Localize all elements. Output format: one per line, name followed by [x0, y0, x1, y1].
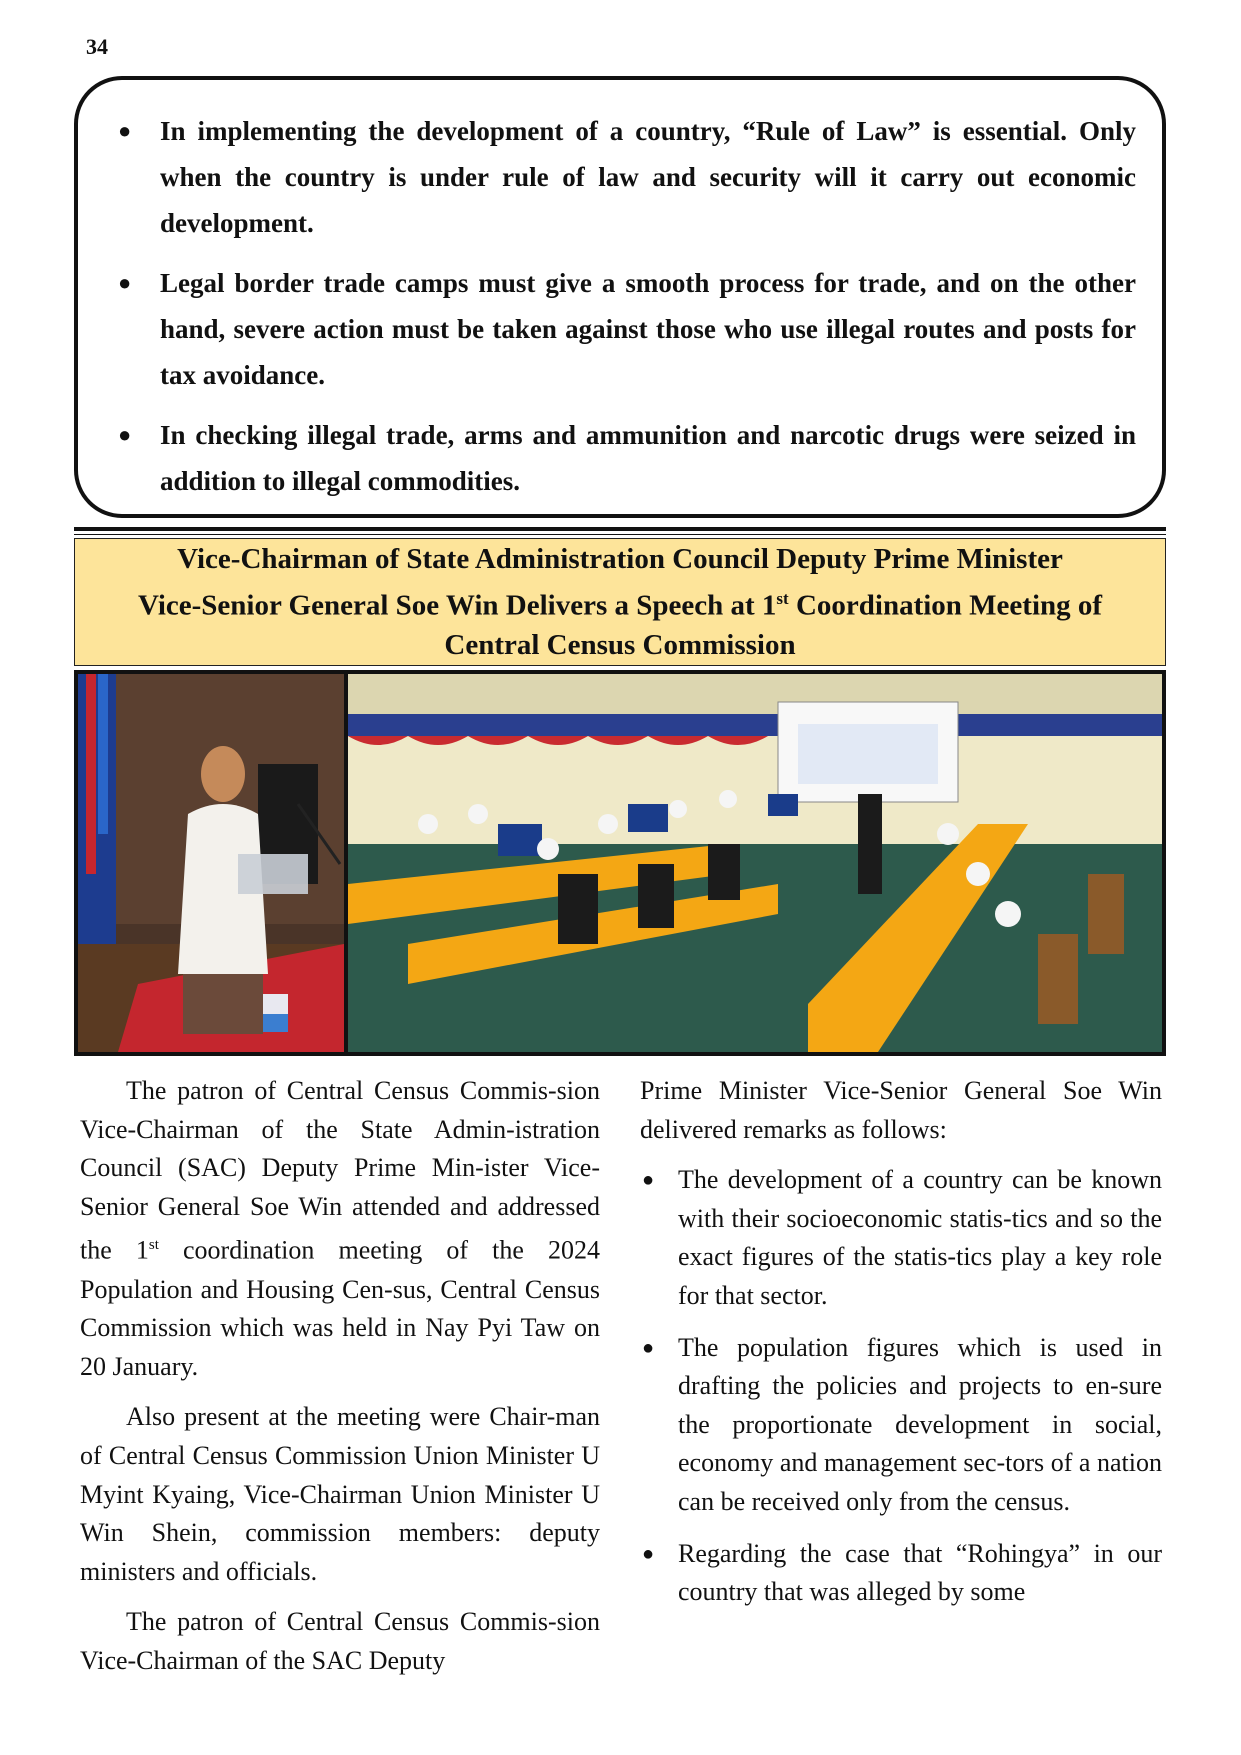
summary-point-text: In checking illegal trade, arms and ammunition and narcotic drugs were seized in addition to illegal commodities.: [160, 420, 1136, 496]
bullet-icon: ●: [642, 1336, 655, 1359]
bullet-icon: ●: [642, 1542, 655, 1565]
headline-line-1: Vice-Chairman of State Administration Council Deputy Prime Minister: [177, 542, 1063, 575]
headline: [138, 539, 1102, 666]
bullet-icon: ●: [642, 1169, 655, 1192]
headline-line-2-pre: Vice-Senior General Soe Win Delivers a Speech at 1: [137, 589, 777, 622]
summary-box: [74, 76, 1166, 518]
headline-box: [74, 538, 1166, 666]
summary-point-text: In implementing the development of a country, “Rule of Law” is essential. Only when the country is under rule of law and security will it carry out economic development.: [160, 116, 1136, 238]
article-right-column: [640, 1072, 1162, 1625]
remark-text: The development of a country can be known with their socioeconomic statis-tics and so the exact figures of the statis-tics play a key role for that sector.: [678, 1165, 1162, 1310]
article-left-column: [80, 1072, 600, 1693]
article-paragraph-2: Also present at the meeting were Chair-man of Central Census Commission Union Minister U Myint Kyaing, Vice-Chairman Union Minister U Win Shein, commission members: deputy ministers and officials.: [80, 1402, 600, 1586]
speaker-at-podium-photo: [78, 674, 344, 1052]
bullet-icon: ●: [118, 422, 132, 447]
photo-collage: [78, 674, 1162, 1052]
divider-thick: [74, 527, 1166, 531]
summary-point-text: Legal border trade camps must give a smooth process for trade, and on the other hand, severe action must be taken against those who use illegal routes and posts for tax avoidance.: [160, 268, 1136, 390]
summary-point: [104, 108, 1136, 246]
bullet-icon: ●: [118, 270, 132, 295]
page-number: 34: [86, 34, 108, 59]
summary-point: [104, 412, 1136, 504]
conference-room-meeting-photo: [348, 674, 1162, 1052]
headline-ordinal-suffix: st: [776, 588, 789, 608]
remark-item: [640, 1329, 1162, 1522]
remarks-list: [640, 1161, 1162, 1612]
article-remarks-intro: Prime Minister Vice-Senior General Soe Win delivered remarks as follows:: [640, 1076, 1162, 1144]
summary-point: [104, 260, 1136, 398]
article-paragraph-1-pre: The patron of Central Census Commis-sion Vice-Chairman of the State Admin-istration Council (SAC) Deputy Prime Min-ister Vice-Senior General Soe Win attended and addressed the 1: [80, 1076, 600, 1266]
remark-item: [640, 1535, 1162, 1612]
article-paragraph-1: [80, 1072, 600, 1386]
article-ordinal-suffix: st: [148, 1237, 159, 1254]
headline-line-3: Central Census Commission: [444, 629, 796, 662]
summary-list: [104, 108, 1136, 504]
divider-thin: [74, 534, 1166, 535]
article-paragraph-3: The patron of Central Census Commis-sion Vice-Chairman of the SAC Deputy: [80, 1607, 600, 1675]
photo-frame: [74, 670, 1166, 1056]
bullet-icon: ●: [118, 118, 132, 143]
article-paragraph-1-post: coordination meeting of the 2024 Population and Housing Cen-sus, Central Census Commission which was held in Nay Pyi Taw on 20 January.: [80, 1236, 600, 1381]
remark-item: [640, 1161, 1162, 1315]
remark-text: Regarding the case that “Rohingya” in our country that was alleged by some: [678, 1538, 1162, 1607]
remark-text: The population figures which is used in drafting the policies and projects to en-sure the proportionate development in social, economy and management sec-tors of a nation can be received only from the census.: [678, 1332, 1162, 1516]
headline-line-2-post: Coordination Meeting of: [788, 589, 1103, 622]
